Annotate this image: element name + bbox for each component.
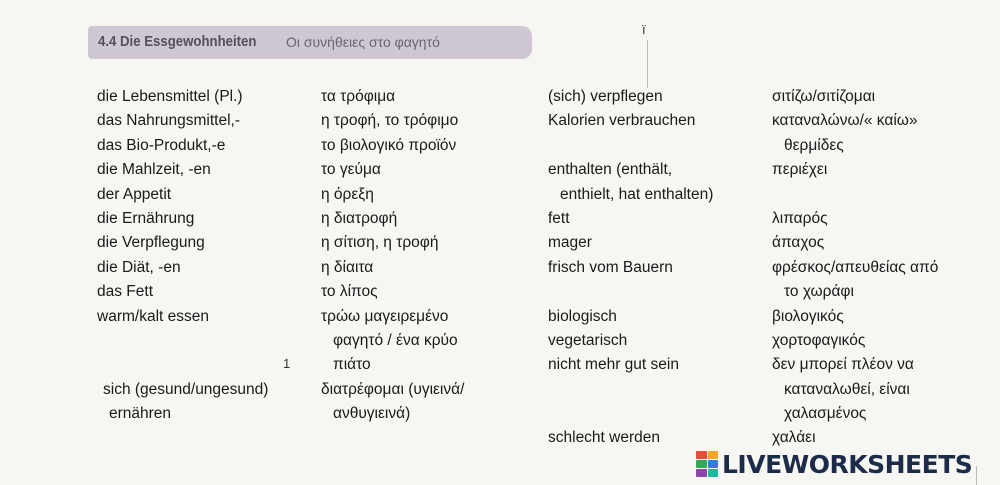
scan-mark: ï xyxy=(642,22,646,37)
term-gr: άπαχος xyxy=(772,234,825,252)
term-gr: πιάτο xyxy=(333,356,371,374)
term-gr: καταναλωθεί, είναι xyxy=(784,380,910,398)
scan-line xyxy=(647,40,648,88)
term-de: frisch vom Bauern xyxy=(548,258,673,276)
term-de: die Verpflegung xyxy=(97,234,205,252)
section-title-greek: Οι συνήθειες στο φαγητό xyxy=(286,34,440,50)
term-gr: βιολογικός xyxy=(772,307,844,325)
term-gr: λιπαρός xyxy=(772,209,828,227)
logo-tile xyxy=(708,451,719,459)
term-de: der Appetit xyxy=(97,185,172,203)
term-de: die Diät, -en xyxy=(97,258,181,276)
term-de: enthalten (enthält, xyxy=(548,161,673,179)
scan-line xyxy=(976,466,977,485)
term-gr: η διατροφή xyxy=(321,209,398,227)
term-gr: φρέσκος/απευθείας από xyxy=(772,258,939,276)
term-gr: καταναλώνω/« καίω» xyxy=(772,112,918,130)
logo-icon xyxy=(696,451,718,477)
term-gr: δεν μπορεί πλέον να xyxy=(772,356,914,374)
logo-tile xyxy=(696,469,707,477)
term-de: vegetarisch xyxy=(548,331,628,349)
term-de: sich (gesund/ungesund) xyxy=(103,380,269,398)
logo-text: LIVEWORKSHEETS xyxy=(722,449,973,479)
section-header xyxy=(88,26,532,59)
section-title-german: 4.4 Die Essgewohnheiten xyxy=(98,33,257,50)
term-gr: τρώω μαγειρεμένο xyxy=(321,307,449,325)
term-gr: η σίτιση, η τροφή xyxy=(321,234,439,252)
logo-tile xyxy=(696,460,707,468)
german-terms-column-2 xyxy=(548,85,713,451)
term-de: biologisch xyxy=(548,307,617,325)
term-gr: η όρεξη xyxy=(321,185,374,203)
term-gr: το χωράφι xyxy=(784,283,854,301)
term-de: fett xyxy=(548,209,570,227)
liveworksheets-logo[interactable] xyxy=(696,449,972,479)
term-de: nicht mehr gut sein xyxy=(548,356,679,374)
term-gr: θερμίδες xyxy=(784,136,844,154)
term-de: das Fett xyxy=(97,283,153,301)
term-de: enthielt, hat enthalten) xyxy=(560,185,714,203)
term-gr: το γεύμα xyxy=(321,161,381,179)
term-de: mager xyxy=(548,234,592,252)
term-de: Kalorien verbrauchen xyxy=(548,112,696,130)
term-gr: χορτοφαγικός xyxy=(772,331,866,349)
margin-number: 1 xyxy=(283,356,291,371)
term-de: die Ernährung xyxy=(97,209,195,227)
term-gr: η τροφή, το τρόφιμο xyxy=(321,112,459,130)
greek-translations-column-2 xyxy=(772,85,938,451)
term-de: warm/kalt essen xyxy=(97,307,209,325)
term-gr: φαγητό / ένα κρύο xyxy=(333,331,458,349)
term-gr: ανθυγιεινά) xyxy=(333,405,411,423)
term-de: die Lebensmittel (Pl.) xyxy=(97,88,243,105)
term-de: (sich) verpflegen xyxy=(548,88,663,105)
term-gr: χαλασμένος xyxy=(784,405,867,423)
term-de: das Bio-Produkt,-e xyxy=(97,136,226,154)
term-gr: χαλάει xyxy=(772,429,816,447)
logo-tile xyxy=(708,460,719,468)
logo-tile xyxy=(708,469,719,477)
term-gr: το λίπος xyxy=(321,283,378,301)
german-terms-column xyxy=(97,85,268,426)
term-de: ernähren xyxy=(109,405,172,423)
term-gr: τα τρόφιμα xyxy=(321,88,396,105)
term-gr: διατρέφομαι (υγιεινά/ xyxy=(321,380,465,398)
greek-translations-column xyxy=(321,85,464,426)
term-gr: το βιολογικό προϊόν xyxy=(321,136,457,154)
term-de: die Mahlzeit, -en xyxy=(97,161,211,179)
term-de: das Nahrungsmittel,- xyxy=(97,112,241,130)
term-gr: η δίαιτα xyxy=(321,258,374,276)
term-gr: σιτίζω/σιτίζομαι xyxy=(772,88,876,105)
term-de: schlecht werden xyxy=(548,429,661,447)
term-gr: περιέχει xyxy=(772,161,828,179)
logo-tile xyxy=(696,451,707,459)
